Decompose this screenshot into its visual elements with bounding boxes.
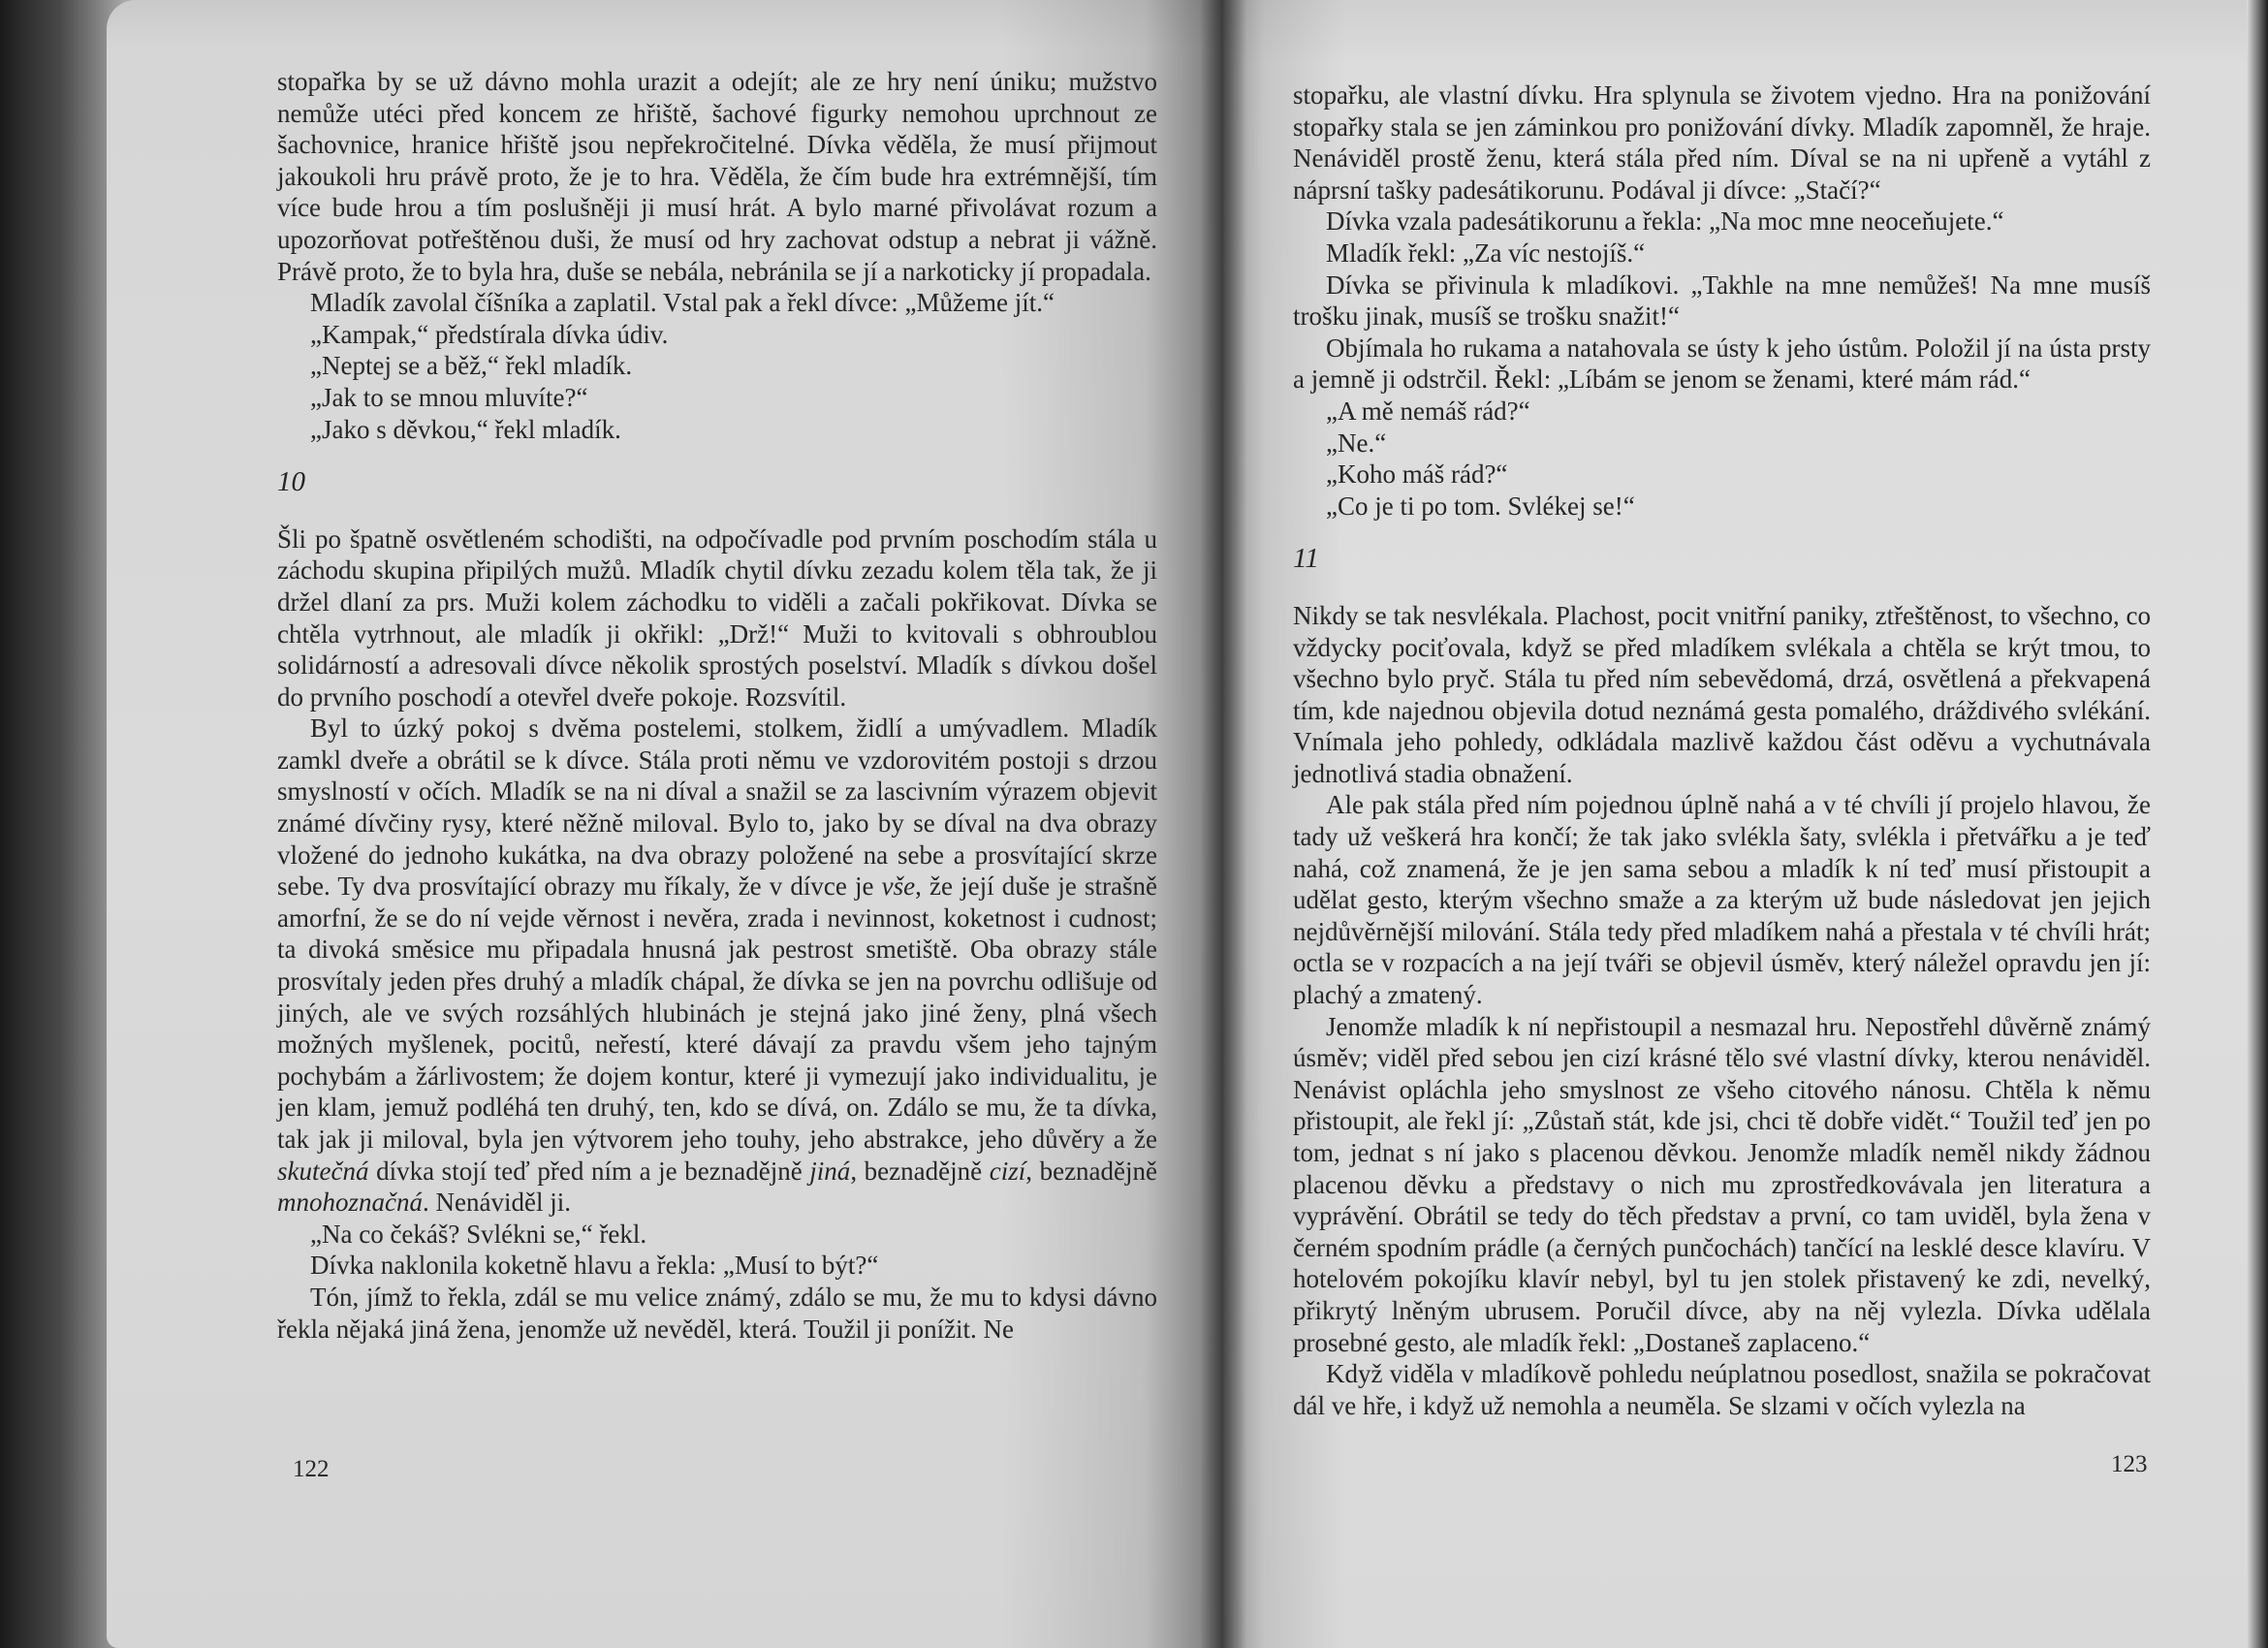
paragraph: Mladík zavolal číšníka a zaplatil. Vstal pak a řekl dívce: „Můžeme jít.“: [310, 288, 1055, 318]
italic-word: skutečná: [277, 1156, 369, 1186]
paragraph: Dívka se přivinula k mladíkovi. „Takhle na mne nemůžeš! Na mne musíš trošku jinak, musíš se trošku snažit!“: [1293, 269, 2151, 332]
paragraph: Objímala ho rukama a natahovala se ústy k jeho ústům. Položil jí na ústa prsty a jemně ji odstrčil. Řekl: „Líbám se jenom se ženami, které mám rád.“: [1293, 333, 2151, 395]
text-run: , beznadějně: [850, 1156, 990, 1186]
paragraph: „Jako s děvkou,“ řekl mladík.: [310, 414, 621, 444]
page-number: 123: [2111, 1451, 2148, 1477]
paragraph: „Neptej se a běž,“ řekl mladík.: [310, 351, 633, 381]
paragraph: stopařku, ale vlastní dívku. Hra splynula se životem vjedno. Hra na ponižování stopařky stala se jen záminkou pro ponižování dívky. Mladík zapomněl, že hraje. Nenáviděl prostě ženu, která stála před ním. Díval se na ni upřeně a vytáhl z náprsní tašky padesátikorunu. Podával ji dívce: „Stačí?“: [1293, 80, 2151, 205]
paragraph: Dívka naklonila koketně hlavu a řekla: „Musí to být?“: [310, 1251, 879, 1281]
paragraph: „Ne.“: [1326, 428, 1387, 458]
paragraph: Ale pak stála před ním pojednou úplně nahá a v té chvíli jí projelo hlavou, že tady už veškerá hra končí; že tak jako svlékla šaty, svlékla i přetvářku a je teď nahá, což znamená, že je jen sama sebou a mladík k ní teď musí přistoupit a udělat gesto, kterým všechno smaže a za kterým už bude následovat jen jejich nejdůvěrnější milování. Stála tedy před mladíkem nahá a přestala v té chvíli hrát; octla se v rozpacích a na její tváři se objevil úsměv, který náležel opravdu jen jí: plachý a zmatený.: [1293, 790, 2151, 1010]
paragraph: „Jak to se mnou mluvíte?“: [310, 382, 588, 412]
italic-word: jiná: [809, 1156, 851, 1186]
book-edge-right: [2247, 0, 2268, 1648]
text-run: , beznadějně: [1025, 1156, 1158, 1186]
paragraph: Tón, jímž to řekla, zdál se mu velice známý, zdálo se mu, že mu to kdysi dávno řekla nějaká jiná žena, jenomže už nevěděl, která. Toužil ji ponížit. Ne: [277, 1282, 1157, 1344]
paragraph: „Kampak,“ předstírala dívka údiv.: [310, 319, 669, 349]
paragraph: „Na co čekáš? Svlékni se,“ řekl.: [310, 1219, 647, 1249]
text-run: dívka stojí teď před ním a je beznadějně: [368, 1156, 810, 1186]
paragraph: [277, 713, 1157, 1219]
paragraph: Dívka vzala padesátikorunu a řekla: „Na moc mne neoceňujete.“: [1326, 206, 2004, 237]
paragraph: „A mě nemáš rád?“: [1326, 396, 1530, 426]
paragraph: Když viděla v mladíkově pohledu neúplatnou posedlost, snažila se pokračovat dál ve hře, i když už nemohla a neuměla. Se slzami v očích vylezla na: [1293, 1359, 2151, 1420]
book-gutter: [1200, 0, 1246, 1648]
text-run: . Nenáviděl ji.: [423, 1188, 571, 1218]
paragraph: „Koho máš rád?“: [1326, 460, 1508, 490]
italic-word: cizí: [989, 1156, 1026, 1186]
paragraph: Nikdy se tak nesvlékala. Plachost, pocit vnitřní paniky, ztřeštěnost, to všechno, co vždycky pociťovala, když se před mladíkem svlékala a chtěla se krýt tmou, to všechno bylo pryč. Stála tu před ním sebevědomá, drzá, osvětlená a překvapená tím, kde najednou objevila dotud neznámá gesta pomalého, dráždivého svlékání. Vnímala jeho pohledy, odkládala mazlivě každou část oděvu a vychutnávala jednotlivá stadia obnažení.: [1293, 600, 2151, 788]
left-page: [107, 0, 1223, 1648]
italic-word: vše: [881, 872, 916, 902]
right-page: [1223, 0, 2247, 1648]
italic-word: mnohoznačná: [277, 1188, 423, 1218]
right-page-text: [1293, 79, 2151, 1421]
text-run: Byl to úzký pokoj s dvěma postelemi, stolkem, židlí a umývadlem. Mladík zamkl dveře a obrátil se k dívce. Stála proti němu ve vzdorovitém postoji s drzou smyslností v očích. Mladík se na ni díval a snažil se za lascivním výrazem objevit známé dívčiny rysy, které něžně miloval. Bylo to, jako by se díval na dva obrazy vložené do jednoho kukátka, na dva obrazy položené na sebe a prosvítající skrze sebe. Ty dva prosvítající obrazy mu říkaly, že v dívce je: [277, 713, 1157, 902]
paragraph: Šli po špatně osvětleném schodišti, na odpočívadle pod prvním poschodím stála u záchodu skupina připilých mužů. Mladík chytil dívku zezadu kolem těla tak, že ji držel dlaní za prs. Muži kolem záchodku to viděli a začali pokřikovat. Dívka se chtěla vytrhnout, ale mladík ji okřikl: „Drž!“ Muži to kvitovali s obhroublou solidárností a adresovali dívce několik sprostých poselství. Mladík s dívkou došel do prvního poschodí a otevřel dveře pokoje. Rozsvítil.: [277, 523, 1157, 712]
chapter-number: 10: [277, 466, 305, 498]
chapter-number: 11: [1293, 543, 1319, 575]
paragraph: „Co je ti po tom. Svlékej se!“: [1326, 491, 1635, 521]
paragraph: Mladík řekl: „Za víc nestojíš.“: [1326, 238, 1646, 268]
text-run: , že její duše je strašně amorfní, že se do ní vejde věrnost i nevěra, zrada i nevinnost, koketnost i cudnost; ta divoká směsice mu připadala hnusná jak pestrost smetiště. Oba obrazy stále prosvítaly jeden přes druhý a mladík chápal, že dívka se jen na povrchu odlišuje od jiných, ale ve svých rozsáhlých hlubinách je stejná jako jiné ženy, plná všech možných myšlenek, pocitů, neřestí, které dávají za pravdu všem jeho tajným pochybám a žárlivostem; že dojem kontur, které ji vymezují jako individualitu, je jen klam, jemuž podléhá ten druhý, ten, kdo se dívá, on. Zdálo se mu, že ta dívka, tak jak ji miloval, byla jen výtvorem jeho touhy, jeho abstrakce, jeho důvěry a že: [277, 872, 1157, 1154]
paragraph: Jenomže mladík k ní nepřistoupil a nesmazal hru. Nepostřehl důvěrně známý úsměv; viděl před sebou jen cizí krásné tělo své vlastní dívky, kterou nenáviděl. Nenávist opláchla jeho smyslnost ze všeho citového nánosu. Chtěla k němu přistoupit, ale řekl jí: „Zůstaň stát, kde jsi, chci tě dobře vidět.“ Toužil teď jen po tom, jednat s ní jako s placenou děvkou. Jenomže mladík neměl nikdy žádnou placenou děvku a představy o nich mu zprostředkovávala jen literatura a vyprávění. Obrátil se tedy do těch představ a první, co tam uviděl, byla žena v černém spodním prádle (a černých punčochách) tančící na lesklé desce klavíru. V hotelovém pokojíku klavír nebyl, byl tu jen stolek přistavený ke zdi, nevelký, přikrytý lněným ubrusem. Poručil dívce, aby na něj vylezla. Dívka udělala prosebné gesto, ale mladík řekl: „Dostaneš zaplaceno.“: [1293, 1011, 2151, 1357]
left-page-text: [277, 66, 1157, 1345]
paragraph: stopařka by se už dávno mohla urazit a odejít; ale ze hry není úniku; mužstvo nemůže utéci před koncem ze hřiště, šachové figurky nemohou uprchnout ze šachovnice, hranice hřiště jsou nepřekročitelné. Dívka věděla, že musí přijmout jakoukoli hru právě proto, že je to hra. Věděla, že čím bude hra extrémnější, tím více bude hrou a tím poslušněji ji musí hrát. A bylo marné přivolávat rozum a upozorňovat potřeštěnou duši, že musí od hry zachovat odstup a nebrat ji vážně. Právě proto, že to byla hra, duše se nebála, nebránila se jí a narkoticky jí propadala.: [277, 67, 1157, 286]
page-number: 122: [293, 1456, 330, 1482]
